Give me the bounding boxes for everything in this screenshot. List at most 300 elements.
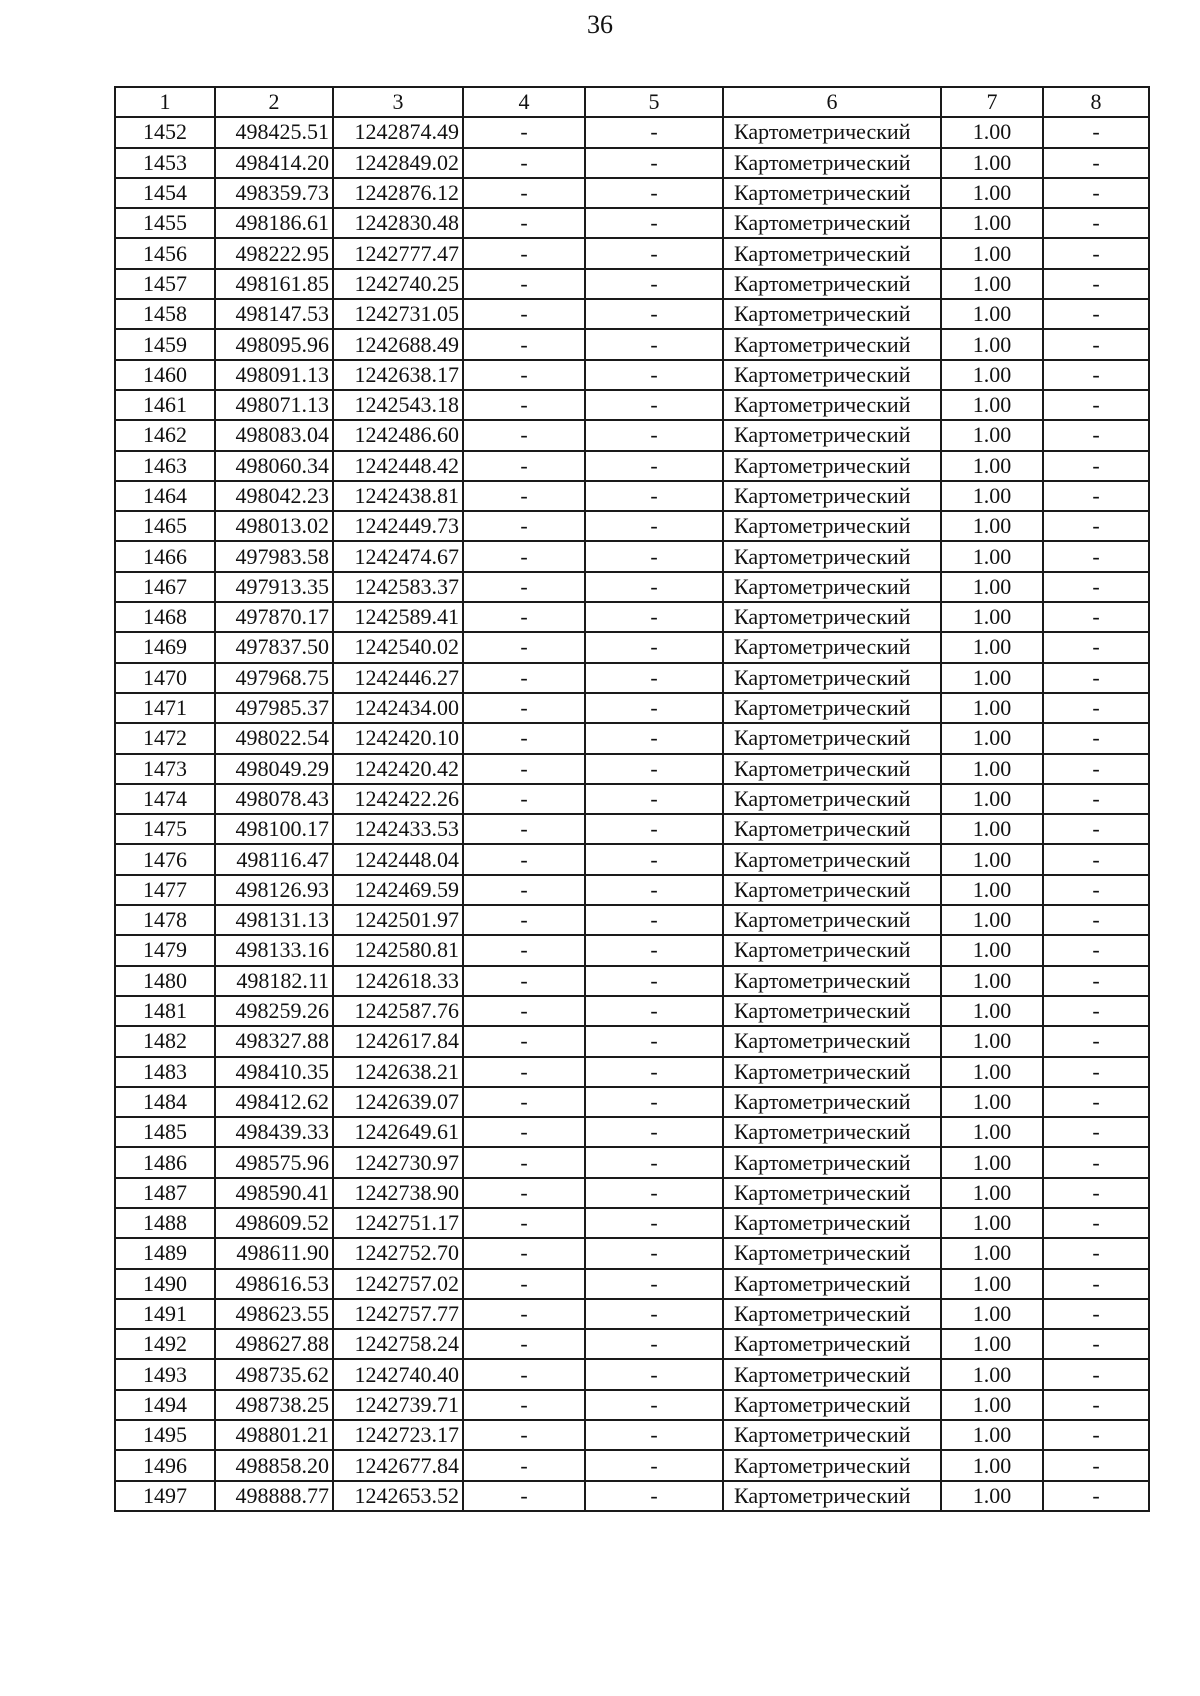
- x-coordinate-cell: 498623.55: [215, 1299, 333, 1329]
- column-5-cell: -: [585, 784, 723, 814]
- x-coordinate-cell: 497870.17: [215, 602, 333, 632]
- accuracy-cell: 1.00: [941, 693, 1043, 723]
- column-5-cell: -: [585, 148, 723, 178]
- table-row: [115, 390, 1149, 420]
- accuracy-cell: 1.00: [941, 1117, 1043, 1147]
- x-coordinate-cell: 498888.77: [215, 1481, 333, 1511]
- point-number-cell: 1482: [115, 1026, 215, 1056]
- method-cell: Картометрический: [723, 754, 941, 784]
- column-4-cell: -: [463, 814, 585, 844]
- column-8-cell: -: [1043, 1390, 1149, 1420]
- table-row: [115, 1450, 1149, 1480]
- point-number-cell: 1472: [115, 723, 215, 753]
- point-number-cell: 1483: [115, 1057, 215, 1087]
- column-8-cell: -: [1043, 1299, 1149, 1329]
- accuracy-cell: 1.00: [941, 541, 1043, 571]
- point-number-cell: 1457: [115, 269, 215, 299]
- y-coordinate-cell: 1242469.59: [333, 875, 463, 905]
- column-4-cell: -: [463, 572, 585, 602]
- table-row: [115, 1208, 1149, 1238]
- table-row: [115, 723, 1149, 753]
- table-row: [115, 996, 1149, 1026]
- column-4-cell: -: [463, 1178, 585, 1208]
- table-row: [115, 1057, 1149, 1087]
- y-coordinate-cell: 1242638.21: [333, 1057, 463, 1087]
- y-coordinate-cell: 1242649.61: [333, 1117, 463, 1147]
- table-row: [115, 1329, 1149, 1359]
- accuracy-cell: 1.00: [941, 148, 1043, 178]
- x-coordinate-cell: 498410.35: [215, 1057, 333, 1087]
- point-number-cell: 1491: [115, 1299, 215, 1329]
- x-coordinate-cell: 498042.23: [215, 481, 333, 511]
- column-5-cell: -: [585, 966, 723, 996]
- column-4-cell: -: [463, 1147, 585, 1177]
- point-number-cell: 1494: [115, 1390, 215, 1420]
- y-coordinate-cell: 1242446.27: [333, 663, 463, 693]
- column-8-cell: -: [1043, 632, 1149, 662]
- point-number-cell: 1493: [115, 1359, 215, 1389]
- accuracy-cell: 1.00: [941, 996, 1043, 1026]
- column-5-cell: -: [585, 541, 723, 571]
- point-number-cell: 1496: [115, 1450, 215, 1480]
- column-8-cell: -: [1043, 329, 1149, 359]
- accuracy-cell: 1.00: [941, 1359, 1043, 1389]
- accuracy-cell: 1.00: [941, 1057, 1043, 1087]
- column-5-cell: -: [585, 451, 723, 481]
- method-cell: Картометрический: [723, 1390, 941, 1420]
- table-row: [115, 1238, 1149, 1268]
- column-8-cell: -: [1043, 178, 1149, 208]
- column-8-cell: -: [1043, 208, 1149, 238]
- accuracy-cell: 1.00: [941, 602, 1043, 632]
- column-8-cell: -: [1043, 1238, 1149, 1268]
- column-4-cell: -: [463, 269, 585, 299]
- x-coordinate-cell: 498616.53: [215, 1269, 333, 1299]
- point-number-cell: 1487: [115, 1178, 215, 1208]
- column-5-cell: -: [585, 1238, 723, 1268]
- accuracy-cell: 1.00: [941, 1329, 1043, 1359]
- x-coordinate-cell: 498161.85: [215, 269, 333, 299]
- table-row: [115, 269, 1149, 299]
- column-8-cell: -: [1043, 693, 1149, 723]
- table-row: [115, 178, 1149, 208]
- point-number-cell: 1490: [115, 1269, 215, 1299]
- method-cell: Картометрический: [723, 1329, 941, 1359]
- method-cell: Картометрический: [723, 117, 941, 147]
- column-8-cell: -: [1043, 1329, 1149, 1359]
- method-cell: Картометрический: [723, 1299, 941, 1329]
- column-8-cell: -: [1043, 511, 1149, 541]
- table-row: [115, 905, 1149, 935]
- column-header-2: 2: [215, 87, 333, 117]
- y-coordinate-cell: 1242830.48: [333, 208, 463, 238]
- y-coordinate-cell: 1242438.81: [333, 481, 463, 511]
- y-coordinate-cell: 1242617.84: [333, 1026, 463, 1056]
- column-5-cell: -: [585, 935, 723, 965]
- column-4-cell: -: [463, 360, 585, 390]
- point-number-cell: 1464: [115, 481, 215, 511]
- y-coordinate-cell: 1242543.18: [333, 390, 463, 420]
- y-coordinate-cell: 1242580.81: [333, 935, 463, 965]
- y-coordinate-cell: 1242474.67: [333, 541, 463, 571]
- column-4-cell: -: [463, 1299, 585, 1329]
- table-row: [115, 1087, 1149, 1117]
- column-5-cell: -: [585, 1329, 723, 1359]
- x-coordinate-cell: 497837.50: [215, 632, 333, 662]
- y-coordinate-cell: 1242639.07: [333, 1087, 463, 1117]
- table-row: [115, 1481, 1149, 1511]
- column-8-cell: -: [1043, 784, 1149, 814]
- column-8-cell: -: [1043, 572, 1149, 602]
- y-coordinate-cell: 1242448.04: [333, 844, 463, 874]
- accuracy-cell: 1.00: [941, 905, 1043, 935]
- column-5-cell: -: [585, 723, 723, 753]
- column-8-cell: -: [1043, 390, 1149, 420]
- column-4-cell: -: [463, 178, 585, 208]
- method-cell: Картометрический: [723, 178, 941, 208]
- table-row: [115, 1026, 1149, 1056]
- column-5-cell: -: [585, 481, 723, 511]
- point-number-cell: 1454: [115, 178, 215, 208]
- column-4-cell: -: [463, 663, 585, 693]
- column-8-cell: -: [1043, 844, 1149, 874]
- table-row: [115, 117, 1149, 147]
- method-cell: Картометрический: [723, 905, 941, 935]
- column-8-cell: -: [1043, 1269, 1149, 1299]
- method-cell: Картометрический: [723, 1359, 941, 1389]
- method-cell: Картометрический: [723, 1450, 941, 1480]
- accuracy-cell: 1.00: [941, 632, 1043, 662]
- table-row: [115, 1269, 1149, 1299]
- column-8-cell: -: [1043, 905, 1149, 935]
- point-number-cell: 1453: [115, 148, 215, 178]
- column-4-cell: -: [463, 602, 585, 632]
- x-coordinate-cell: 498131.13: [215, 905, 333, 935]
- table-row: [115, 238, 1149, 268]
- method-cell: Картометрический: [723, 996, 941, 1026]
- column-8-cell: -: [1043, 1117, 1149, 1147]
- accuracy-cell: 1.00: [941, 1208, 1043, 1238]
- method-cell: Картометрический: [723, 1147, 941, 1177]
- accuracy-cell: 1.00: [941, 723, 1043, 753]
- accuracy-cell: 1.00: [941, 360, 1043, 390]
- table-row: [115, 875, 1149, 905]
- x-coordinate-cell: 498327.88: [215, 1026, 333, 1056]
- column-8-cell: -: [1043, 299, 1149, 329]
- column-4-cell: -: [463, 238, 585, 268]
- column-8-cell: -: [1043, 1481, 1149, 1511]
- column-4-cell: -: [463, 299, 585, 329]
- method-cell: Картометрический: [723, 511, 941, 541]
- column-5-cell: -: [585, 1420, 723, 1450]
- x-coordinate-cell: 498071.13: [215, 390, 333, 420]
- column-5-cell: -: [585, 1390, 723, 1420]
- y-coordinate-cell: 1242448.42: [333, 451, 463, 481]
- method-cell: Картометрический: [723, 1087, 941, 1117]
- accuracy-cell: 1.00: [941, 572, 1043, 602]
- method-cell: Картометрический: [723, 1208, 941, 1238]
- x-coordinate-cell: 498186.61: [215, 208, 333, 238]
- method-cell: Картометрический: [723, 1026, 941, 1056]
- column-5-cell: -: [585, 1057, 723, 1087]
- y-coordinate-cell: 1242757.02: [333, 1269, 463, 1299]
- x-coordinate-cell: 498133.16: [215, 935, 333, 965]
- point-number-cell: 1488: [115, 1208, 215, 1238]
- method-cell: Картометрический: [723, 966, 941, 996]
- method-cell: Картометрический: [723, 299, 941, 329]
- method-cell: Картометрический: [723, 814, 941, 844]
- column-header-8: 8: [1043, 87, 1149, 117]
- y-coordinate-cell: 1242738.90: [333, 1178, 463, 1208]
- y-coordinate-cell: 1242433.53: [333, 814, 463, 844]
- point-number-cell: 1468: [115, 602, 215, 632]
- column-header-6: 6: [723, 87, 941, 117]
- x-coordinate-cell: 498078.43: [215, 784, 333, 814]
- point-number-cell: 1495: [115, 1420, 215, 1450]
- point-number-cell: 1485: [115, 1117, 215, 1147]
- column-5-cell: -: [585, 875, 723, 905]
- column-8-cell: -: [1043, 1178, 1149, 1208]
- column-4-cell: -: [463, 723, 585, 753]
- y-coordinate-cell: 1242618.33: [333, 966, 463, 996]
- method-cell: Картометрический: [723, 602, 941, 632]
- column-8-cell: -: [1043, 269, 1149, 299]
- method-cell: Картометрический: [723, 1269, 941, 1299]
- x-coordinate-cell: 498735.62: [215, 1359, 333, 1389]
- column-8-cell: -: [1043, 1420, 1149, 1450]
- column-5-cell: -: [585, 632, 723, 662]
- x-coordinate-cell: 498147.53: [215, 299, 333, 329]
- column-5-cell: -: [585, 1178, 723, 1208]
- column-5-cell: -: [585, 511, 723, 541]
- method-cell: Картометрический: [723, 784, 941, 814]
- method-cell: Картометрический: [723, 208, 941, 238]
- accuracy-cell: 1.00: [941, 1178, 1043, 1208]
- column-5-cell: -: [585, 1450, 723, 1480]
- column-4-cell: -: [463, 844, 585, 874]
- accuracy-cell: 1.00: [941, 117, 1043, 147]
- column-5-cell: -: [585, 1026, 723, 1056]
- table-row: [115, 693, 1149, 723]
- point-number-cell: 1480: [115, 966, 215, 996]
- column-4-cell: -: [463, 208, 585, 238]
- point-number-cell: 1467: [115, 572, 215, 602]
- y-coordinate-cell: 1242849.02: [333, 148, 463, 178]
- accuracy-cell: 1.00: [941, 875, 1043, 905]
- column-8-cell: -: [1043, 1208, 1149, 1238]
- method-cell: Картометрический: [723, 1117, 941, 1147]
- column-5-cell: -: [585, 390, 723, 420]
- table-row: [115, 1147, 1149, 1177]
- column-4-cell: -: [463, 784, 585, 814]
- accuracy-cell: 1.00: [941, 966, 1043, 996]
- y-coordinate-cell: 1242751.17: [333, 1208, 463, 1238]
- method-cell: Картометрический: [723, 935, 941, 965]
- x-coordinate-cell: 498222.95: [215, 238, 333, 268]
- accuracy-cell: 1.00: [941, 451, 1043, 481]
- y-coordinate-cell: 1242638.17: [333, 360, 463, 390]
- column-8-cell: -: [1043, 1026, 1149, 1056]
- method-cell: Картометрический: [723, 420, 941, 450]
- column-5-cell: -: [585, 329, 723, 359]
- table-row: [115, 420, 1149, 450]
- column-4-cell: -: [463, 1269, 585, 1299]
- column-5-cell: -: [585, 238, 723, 268]
- y-coordinate-cell: 1242752.70: [333, 1238, 463, 1268]
- point-number-cell: 1489: [115, 1238, 215, 1268]
- column-8-cell: -: [1043, 420, 1149, 450]
- point-number-cell: 1459: [115, 329, 215, 359]
- y-coordinate-cell: 1242758.24: [333, 1329, 463, 1359]
- y-coordinate-cell: 1242583.37: [333, 572, 463, 602]
- table-row: [115, 966, 1149, 996]
- column-4-cell: -: [463, 329, 585, 359]
- accuracy-cell: 1.00: [941, 1269, 1043, 1299]
- column-8-cell: -: [1043, 541, 1149, 571]
- column-5-cell: -: [585, 693, 723, 723]
- accuracy-cell: 1.00: [941, 1026, 1043, 1056]
- column-8-cell: -: [1043, 754, 1149, 784]
- table-row: [115, 299, 1149, 329]
- column-8-cell: -: [1043, 1147, 1149, 1177]
- column-4-cell: -: [463, 1481, 585, 1511]
- x-coordinate-cell: 498116.47: [215, 844, 333, 874]
- method-cell: Картометрический: [723, 1481, 941, 1511]
- x-coordinate-cell: 498801.21: [215, 1420, 333, 1450]
- point-number-cell: 1470: [115, 663, 215, 693]
- point-number-cell: 1479: [115, 935, 215, 965]
- table-row: [115, 148, 1149, 178]
- table-row: [115, 935, 1149, 965]
- x-coordinate-cell: 497968.75: [215, 663, 333, 693]
- accuracy-cell: 1.00: [941, 481, 1043, 511]
- accuracy-cell: 1.00: [941, 238, 1043, 268]
- column-5-cell: -: [585, 572, 723, 602]
- column-8-cell: -: [1043, 238, 1149, 268]
- y-coordinate-cell: 1242688.49: [333, 329, 463, 359]
- page-number: 36: [587, 10, 613, 39]
- y-coordinate-cell: 1242677.84: [333, 1450, 463, 1480]
- column-5-cell: -: [585, 1147, 723, 1177]
- column-4-cell: -: [463, 1238, 585, 1268]
- point-number-cell: 1461: [115, 390, 215, 420]
- y-coordinate-cell: 1242723.17: [333, 1420, 463, 1450]
- table-row: [115, 632, 1149, 662]
- column-5-cell: -: [585, 178, 723, 208]
- column-4-cell: -: [463, 905, 585, 935]
- column-8-cell: -: [1043, 935, 1149, 965]
- column-8-cell: -: [1043, 602, 1149, 632]
- column-5-cell: -: [585, 905, 723, 935]
- x-coordinate-cell: 498575.96: [215, 1147, 333, 1177]
- accuracy-cell: 1.00: [941, 935, 1043, 965]
- y-coordinate-cell: 1242730.97: [333, 1147, 463, 1177]
- y-coordinate-cell: 1242589.41: [333, 602, 463, 632]
- column-8-cell: -: [1043, 875, 1149, 905]
- y-coordinate-cell: 1242740.25: [333, 269, 463, 299]
- column-4-cell: -: [463, 754, 585, 784]
- method-cell: Картометрический: [723, 844, 941, 874]
- column-5-cell: -: [585, 1087, 723, 1117]
- column-5-cell: -: [585, 1359, 723, 1389]
- method-cell: Картометрический: [723, 875, 941, 905]
- table-row: [115, 1117, 1149, 1147]
- y-coordinate-cell: 1242420.10: [333, 723, 463, 753]
- point-number-cell: 1492: [115, 1329, 215, 1359]
- x-coordinate-cell: 498259.26: [215, 996, 333, 1026]
- x-coordinate-cell: 498439.33: [215, 1117, 333, 1147]
- x-coordinate-cell: 498858.20: [215, 1450, 333, 1480]
- x-coordinate-cell: 498126.93: [215, 875, 333, 905]
- x-coordinate-cell: 497913.35: [215, 572, 333, 602]
- point-number-cell: 1474: [115, 784, 215, 814]
- point-number-cell: 1458: [115, 299, 215, 329]
- method-cell: Картометрический: [723, 238, 941, 268]
- method-cell: Картометрический: [723, 329, 941, 359]
- table-row: [115, 844, 1149, 874]
- point-number-cell: 1462: [115, 420, 215, 450]
- column-4-cell: -: [463, 632, 585, 662]
- column-5-cell: -: [585, 754, 723, 784]
- y-coordinate-cell: 1242874.49: [333, 117, 463, 147]
- column-4-cell: -: [463, 511, 585, 541]
- y-coordinate-cell: 1242876.12: [333, 178, 463, 208]
- x-coordinate-cell: 498425.51: [215, 117, 333, 147]
- method-cell: Картометрический: [723, 269, 941, 299]
- accuracy-cell: 1.00: [941, 269, 1043, 299]
- y-coordinate-cell: 1242739.71: [333, 1390, 463, 1420]
- accuracy-cell: 1.00: [941, 1087, 1043, 1117]
- x-coordinate-cell: 498609.52: [215, 1208, 333, 1238]
- column-4-cell: -: [463, 1026, 585, 1056]
- column-8-cell: -: [1043, 663, 1149, 693]
- column-8-cell: -: [1043, 996, 1149, 1026]
- point-number-cell: 1473: [115, 754, 215, 784]
- y-coordinate-cell: 1242422.26: [333, 784, 463, 814]
- column-4-cell: -: [463, 935, 585, 965]
- accuracy-cell: 1.00: [941, 178, 1043, 208]
- x-coordinate-cell: 498590.41: [215, 1178, 333, 1208]
- point-number-cell: 1463: [115, 451, 215, 481]
- column-4-cell: -: [463, 875, 585, 905]
- accuracy-cell: 1.00: [941, 390, 1043, 420]
- method-cell: Картометрический: [723, 723, 941, 753]
- accuracy-cell: 1.00: [941, 754, 1043, 784]
- coordinates-table: [114, 86, 1150, 1512]
- y-coordinate-cell: 1242434.00: [333, 693, 463, 723]
- table-row: [115, 1178, 1149, 1208]
- column-4-cell: -: [463, 1117, 585, 1147]
- method-cell: Картометрический: [723, 541, 941, 571]
- accuracy-cell: 1.00: [941, 1147, 1043, 1177]
- column-4-cell: -: [463, 541, 585, 571]
- column-5-cell: -: [585, 602, 723, 632]
- point-number-cell: 1465: [115, 511, 215, 541]
- column-5-cell: -: [585, 663, 723, 693]
- column-5-cell: -: [585, 269, 723, 299]
- accuracy-cell: 1.00: [941, 1238, 1043, 1268]
- column-4-cell: -: [463, 117, 585, 147]
- table-row: [115, 451, 1149, 481]
- table-row: [115, 511, 1149, 541]
- table-row: [115, 602, 1149, 632]
- column-8-cell: -: [1043, 1087, 1149, 1117]
- y-coordinate-cell: 1242731.05: [333, 299, 463, 329]
- table-row: [115, 329, 1149, 359]
- method-cell: Картометрический: [723, 390, 941, 420]
- accuracy-cell: 1.00: [941, 844, 1043, 874]
- table-row: [115, 1420, 1149, 1450]
